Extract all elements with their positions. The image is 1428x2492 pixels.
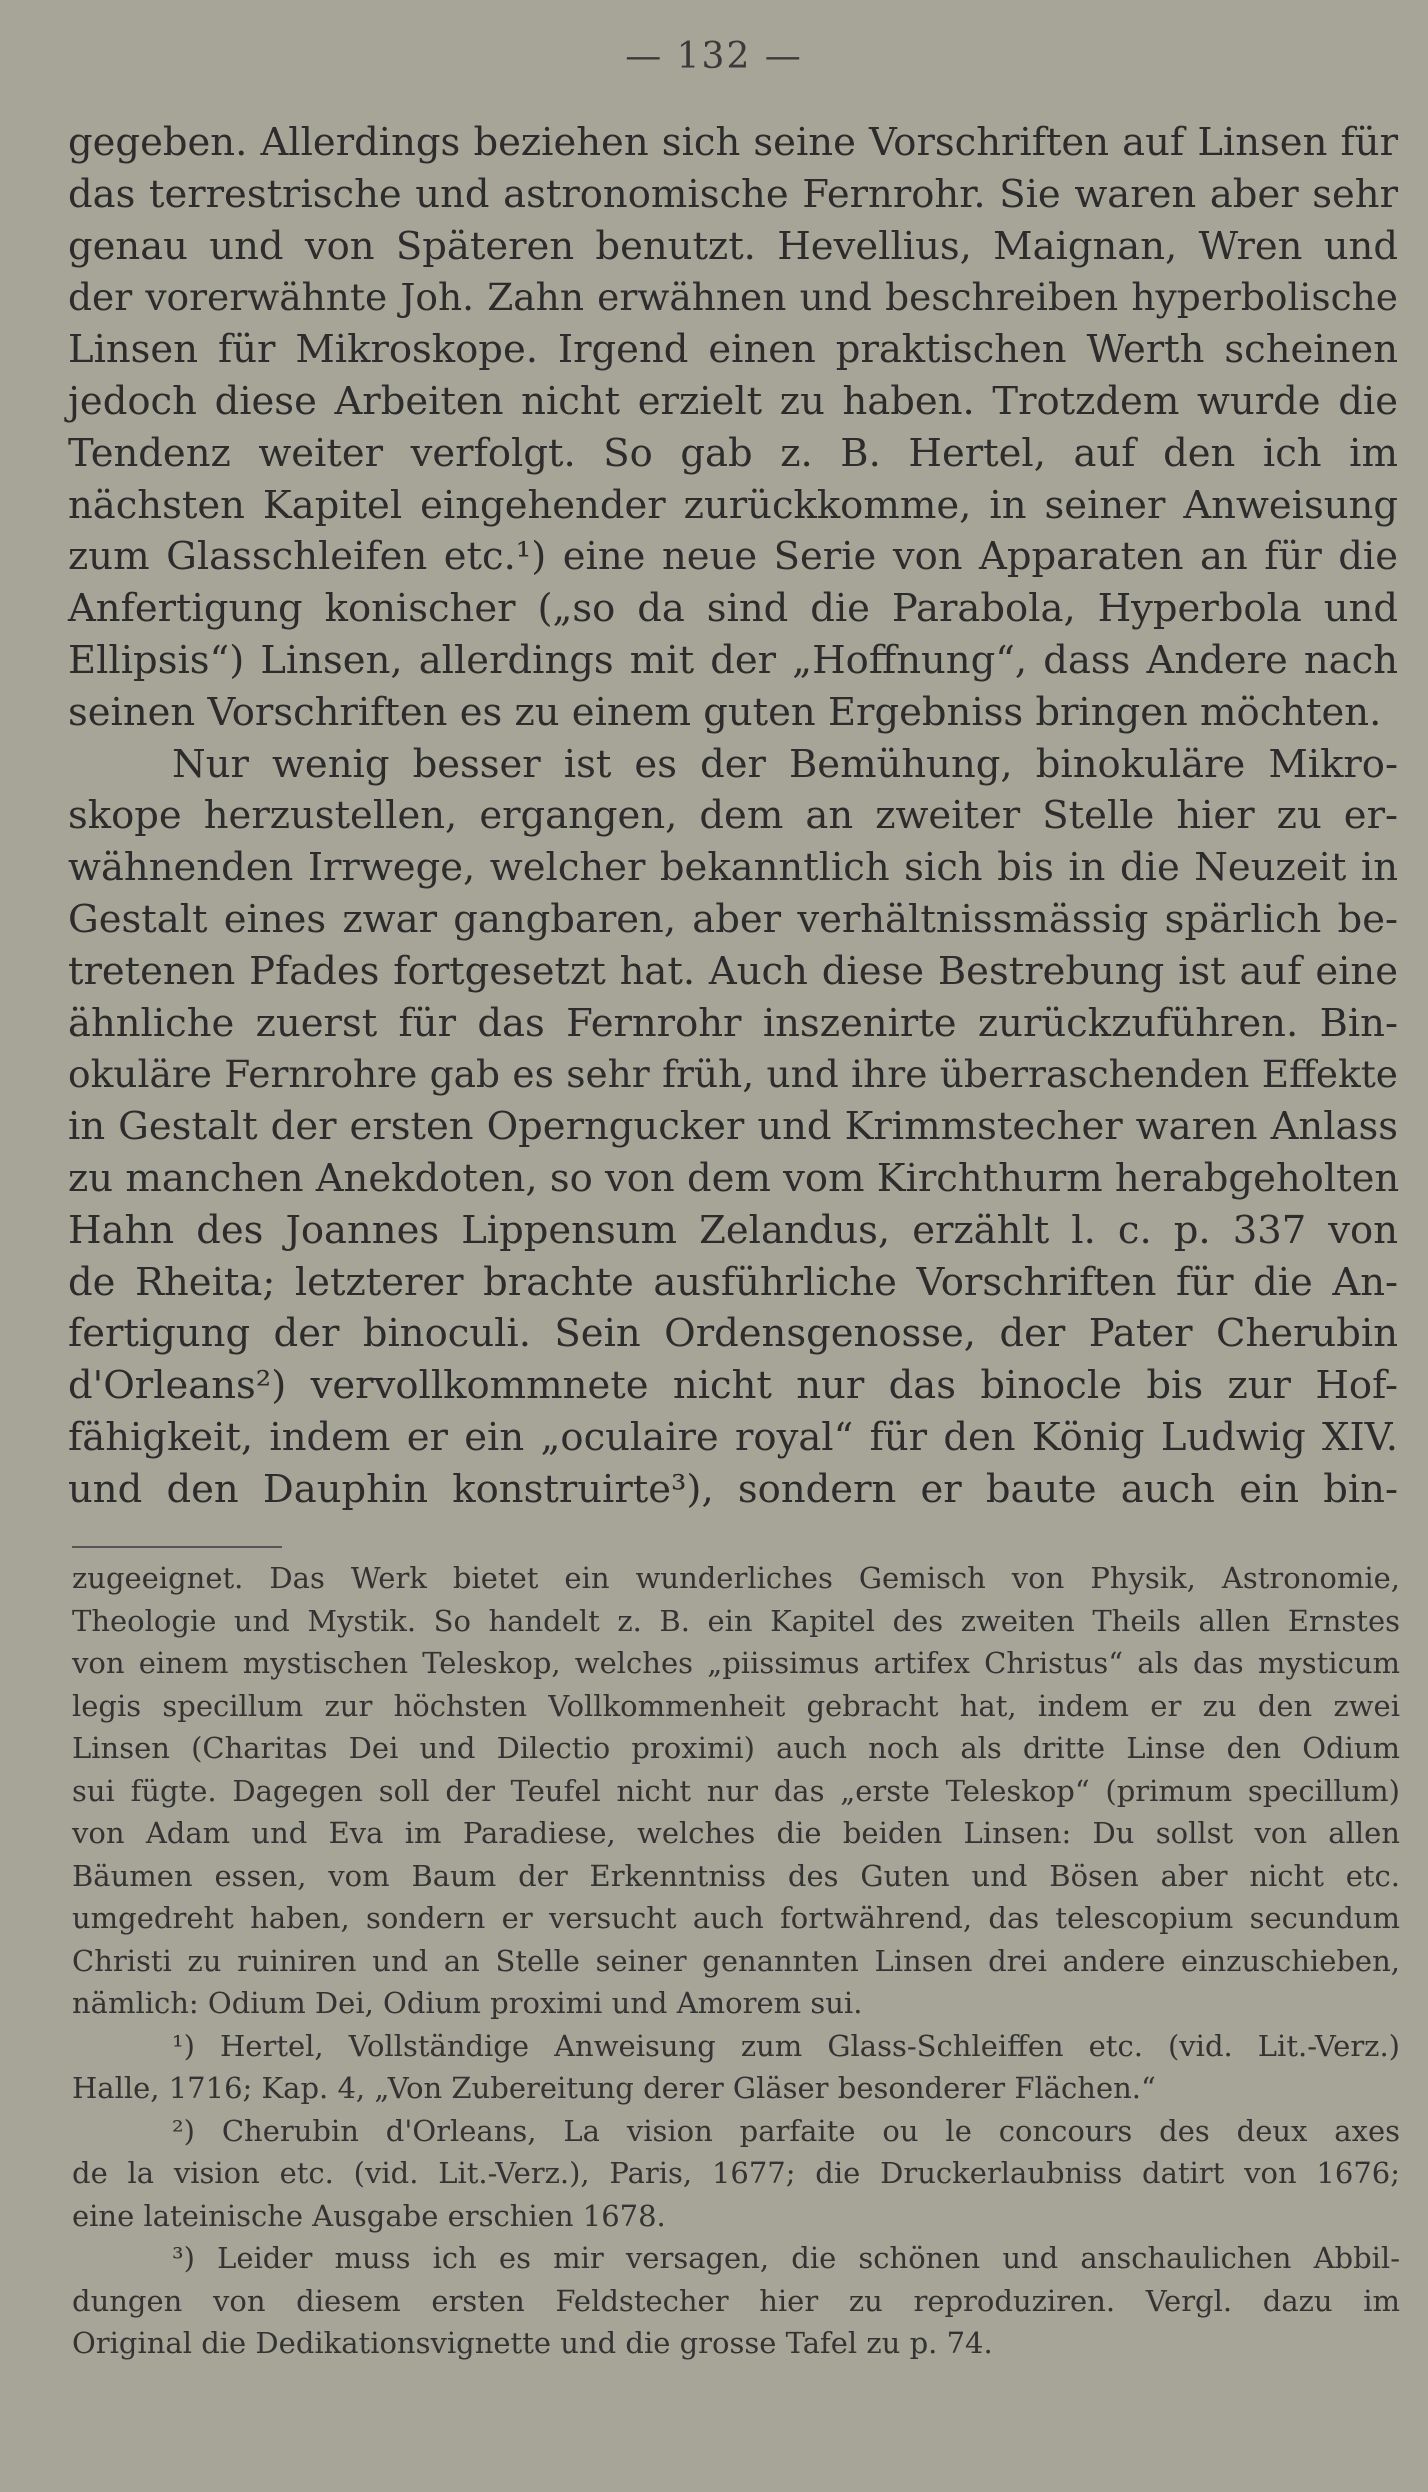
footnote-line: Theologie und Mystik. So handelt z. B. ein Kapitel des zweiten Theils allen Ernstes bbox=[72, 1603, 1400, 1638]
text-line: gegeben. Allerdings beziehen sich seine Vorschriften auf Linsen für bbox=[68, 120, 1398, 165]
footnote-line: Original die Dedikationsvignette und die grosse Tafel zu p. 74. bbox=[72, 2326, 993, 2360]
text-line: Tendenz weiter verfolgt. So gab z. B. Hertel, auf den ich im bbox=[68, 430, 1398, 476]
footnote-line: Halle, 1716; Kap. 4, „Von Zubereitung derer Gläser besonderer Flächen.“ bbox=[72, 2071, 1156, 2105]
footnote-line: Bäumen essen, vom Baum der Erkenntniss des Guten und Bösen aber nicht etc. bbox=[72, 1858, 1400, 1893]
footnote-line: de la vision etc. (vid. Lit.-Verz.), Paris, 1677; die Druckerlaubniss datirt von 1676; bbox=[72, 2156, 1400, 2190]
text-line: de Rheita; letzterer brachte ausführliche Vorschriften für die An- bbox=[68, 1259, 1398, 1305]
text-line: und den Dauphin konstruirte³), sondern er baute auch ein bin- bbox=[68, 1466, 1398, 1512]
footnote-line: zugeeignet. Das Werk bietet ein wunderliches Gemisch von Physik, Astronomie, bbox=[72, 1561, 1400, 1595]
text-line: das terrestrische und astronomische Fernrohr. Sie waren aber sehr bbox=[68, 171, 1398, 217]
text-line: zum Glasschleifen etc.¹) eine neue Serie von Apparaten an für die bbox=[68, 534, 1398, 580]
footnote-3: ³) Leider muss ich es mir versagen, die schönen und anschaulichen Abbil- bbox=[172, 2241, 1400, 2275]
footnote-1: ¹) Hertel, Vollständige Anweisung zum Glass-Schleiffen etc. (vid. Lit.-Verz.) bbox=[172, 2028, 1400, 2063]
footnote-2: ²) Cherubin d'Orleans, La vision parfaite ou le concours des deux axes bbox=[172, 2113, 1400, 2148]
footnote-line: eine lateinische Ausgabe erschien 1678. bbox=[72, 2198, 666, 2233]
footnote-line: dungen von diesem ersten Feldstecher hier zu reproduziren. Vergl. dazu im bbox=[72, 2283, 1400, 2318]
text-line: wähnenden Irrwege, welcher bekanntlich sich bis in die Neuzeit in bbox=[68, 845, 1398, 891]
text-line: Ellipsis“) Linsen, allerdings mit der „Hoffnung“, dass Andere nach bbox=[68, 637, 1398, 683]
footnote-line: sui fügte. Dagegen soll der Teufel nicht nur das „erste Teleskop“ (primum specillum) bbox=[72, 1773, 1400, 1808]
footnote-line: nämlich: Odium Dei, Odium proximi und Amorem sui. bbox=[72, 1986, 863, 2020]
text-line: ähnliche zuerst für das Fernrohr inszenirte zurückzuführen. Bin- bbox=[68, 1000, 1398, 1046]
text-line: tretenen Pfades fortgesetzt hat. Auch diese Bestrebung ist auf eine bbox=[68, 948, 1398, 994]
main-text bbox=[68, 117, 1398, 1516]
text-line: Hahn des Joannes Lippensum Zelandus, erzählt l. c. p. 337 von bbox=[68, 1207, 1398, 1253]
text-line: nächsten Kapitel eingehender zurückkomme, in seiner Anweisung bbox=[68, 482, 1398, 528]
footnote-line: Linsen (Charitas Dei und Dilectio proximi) auch noch als dritte Linse den Odium bbox=[72, 1731, 1400, 1765]
text-line: zu manchen Anekdoten, so von dem vom Kirchthurm herabgeholten bbox=[68, 1155, 1400, 1201]
text-line: Gestalt eines zwar gangbaren, aber verhältnissmässig spärlich be- bbox=[68, 896, 1398, 942]
text-line: in Gestalt der ersten Operngucker und Krimmstecher waren Anlass bbox=[68, 1104, 1398, 1150]
text-line: jedoch diese Arbeiten nicht erzielt zu haben. Trotzdem wurde die bbox=[68, 378, 1398, 424]
text-line: okuläre Fernrohre gab es sehr früh, und ihre überraschenden Effekte bbox=[68, 1052, 1398, 1097]
page-number: — 132 — bbox=[625, 36, 803, 77]
footnote-separator bbox=[72, 1546, 282, 1548]
text-line: der vorerwähnte Joh. Zahn erwähnen und beschreiben hyperbolische bbox=[68, 275, 1398, 320]
text-line: skope herzustellen, ergangen, dem an zweiter Stelle hier zu er- bbox=[68, 793, 1398, 839]
text-line: genau und von Späteren benutzt. Hevellius, Maignan, Wren und bbox=[68, 223, 1398, 269]
footnotes bbox=[72, 1557, 1400, 2365]
text-line: fertigung der binoculi. Sein Ordensgenosse, der Pater Cherubin bbox=[68, 1311, 1398, 1357]
text-line: fähigkeit, indem er ein „oculaire royal“ für den König Ludwig XIV. bbox=[68, 1414, 1398, 1460]
footnote-line: umgedreht haben, sondern er versucht auch fortwährend, das telescopium secundum bbox=[72, 1901, 1400, 1935]
text-line: Anfertigung konischer („so da sind die Parabola, Hyperbola und bbox=[68, 586, 1398, 632]
footnote-line: legis specillum zur höchsten Vollkommenheit gebracht hat, indem er zu den zwei bbox=[72, 1688, 1400, 1723]
text-line: seinen Vorschriften es zu einem guten Ergebniss bringen möchten. bbox=[68, 689, 1382, 735]
text-line: Nur wenig besser ist es der Bemühung, binokuläre Mikro- bbox=[172, 741, 1398, 787]
text-line: Linsen für Mikroskope. Irgend einen praktischen Werth scheinen bbox=[68, 327, 1398, 373]
footnote-line: von Adam und Eva im Paradiese, welches die beiden Linsen: Du sollst von allen bbox=[72, 1816, 1400, 1850]
footnote-line: von einem mystischen Teleskop, welches „piissimus artifex Christus“ als das mysticum bbox=[72, 1646, 1400, 1680]
footnote-line: Christi zu ruiniren und an Stelle seiner genannten Linsen drei andere einzuschieben, bbox=[72, 1943, 1400, 1978]
text-line: d'Orleans²) vervollkommnete nicht nur das binocle bis zur Hof- bbox=[68, 1363, 1398, 1409]
